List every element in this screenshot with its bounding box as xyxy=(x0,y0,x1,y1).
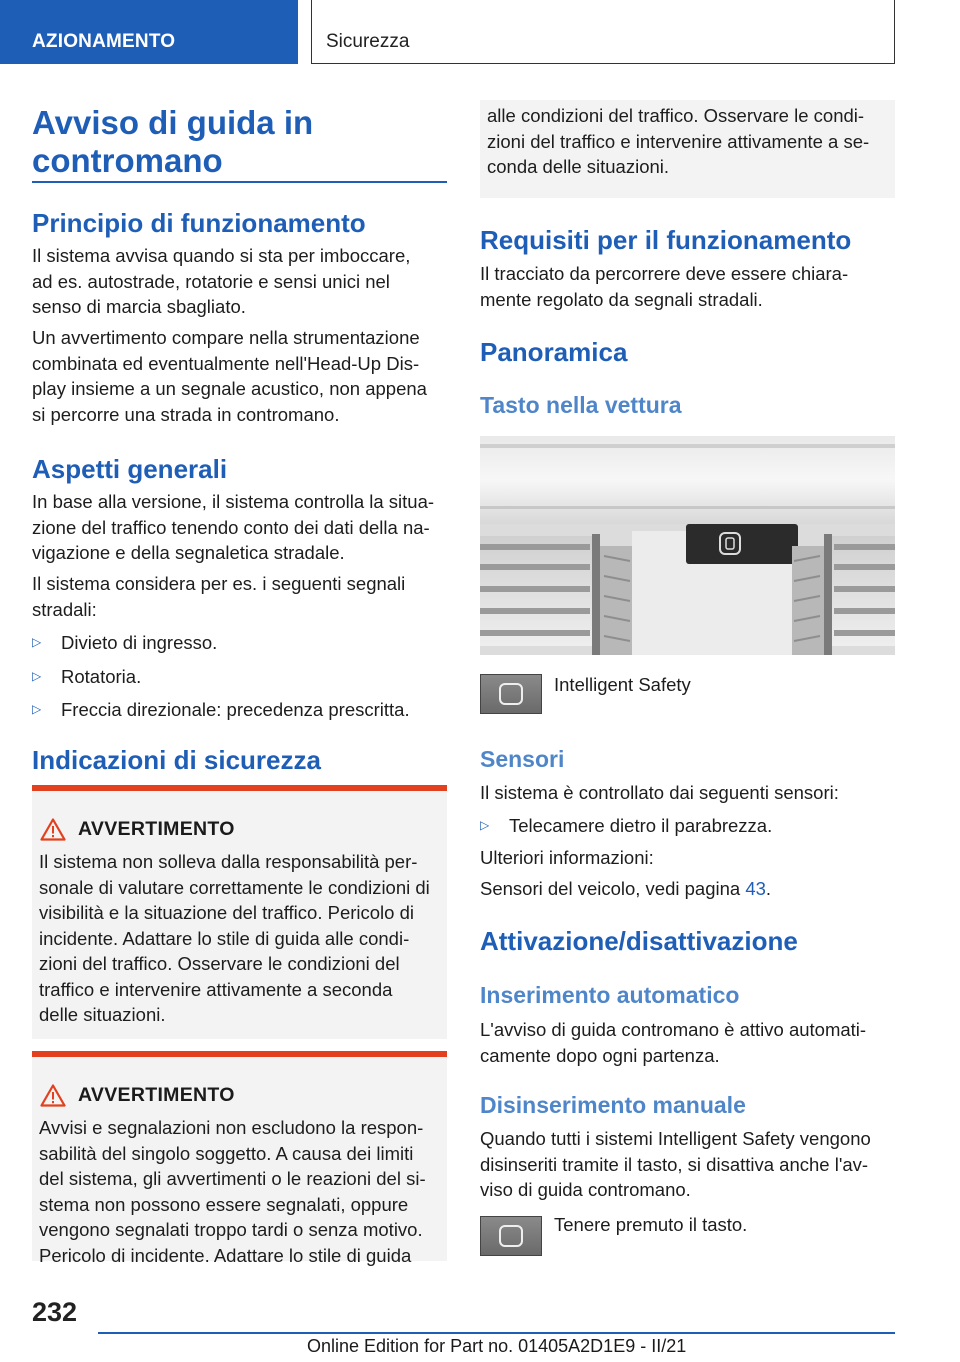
heading-tasto: Tasto nella vettura xyxy=(480,392,682,418)
press-button-icon xyxy=(480,1216,542,1256)
text-line: ad es. autostrade, rotatorie e sensi unici nel xyxy=(32,270,390,292)
text-line: mente regolato da segnali stradali. xyxy=(480,288,763,310)
text-line: sabilità del singolo soggetto. A causa dei limiti xyxy=(39,1142,414,1164)
section-tab xyxy=(0,0,298,64)
text-line: Un avvertimento compare nella strumentazione xyxy=(32,327,420,348)
triangle-bullet-icon: ▷ xyxy=(480,818,490,832)
text-line: zioni del traffico. Osservare le condizioni del xyxy=(39,953,400,974)
text-line: stema non possono essere segnalati, oppure xyxy=(39,1193,409,1215)
triangle-bullet-icon: ▷ xyxy=(32,635,42,649)
triangle-bullet-icon: ▷ xyxy=(32,702,42,716)
paragraph-sensori: Il sistema è controllato dai seguenti sensori: xyxy=(480,782,839,803)
section-title: AZIONAMENTO xyxy=(32,31,176,52)
intelligent-safety-button-icon xyxy=(480,674,542,714)
text-line: delle situazioni. xyxy=(39,1004,166,1025)
heading-inserimento: Inserimento automatico xyxy=(480,982,740,1008)
text-line: senso di marcia sbagliato. xyxy=(32,296,246,317)
car-safety-icon xyxy=(499,683,523,705)
warning-box-2 xyxy=(32,1051,447,1266)
heading-sicurezza: Indicazioni di sicurezza xyxy=(32,745,321,775)
heading-attivazione: Attivazione/disattivazione xyxy=(480,926,798,956)
button-label: Intelligent Safety xyxy=(554,674,691,695)
warning-continuation xyxy=(480,100,895,198)
chapter-tab xyxy=(311,0,895,64)
dashboard-photo xyxy=(480,436,895,655)
page-title-line1: Avviso di guida in xyxy=(32,104,314,141)
text-line: incidente. Adattare lo stile di guida alle condi- xyxy=(39,927,410,949)
text-line: play insieme a un segnale acustico, non appena xyxy=(32,378,427,399)
paragraph-principio-1 xyxy=(32,243,447,320)
paragraph-requisiti xyxy=(480,261,895,312)
list-item-text: Divieto di ingresso. xyxy=(61,632,218,653)
heading-sensori: Sensori xyxy=(480,746,565,772)
reference-end: . xyxy=(765,878,772,899)
text-line: camente dopo ogni partenza. xyxy=(480,1044,720,1066)
warning-triangle-icon xyxy=(40,818,66,841)
text-line: L'avviso di guida contromano è attivo automati- xyxy=(480,1019,867,1040)
heading-disinserimento: Disinserimento manuale xyxy=(480,1092,746,1118)
warning-text xyxy=(39,849,444,1028)
text-line: visibilità e la situazione del traffico. Pericolo di xyxy=(39,902,414,923)
page-title-line2: contromano xyxy=(32,142,223,179)
text-line: sonale di valutare correttamente le condizioni di xyxy=(39,876,430,898)
text-line: Pericolo di incidente. Adattare lo stile di guida xyxy=(39,1244,412,1266)
paragraph-aspetti-2 xyxy=(32,571,447,622)
paragraph-ulteriori: Ulteriori informazioni: xyxy=(480,847,654,868)
text-line: conda delle situazioni. xyxy=(487,156,670,177)
triangle-bullet-icon: ▷ xyxy=(32,669,42,683)
text-line: del sistema, gli avvertimenti o le reazioni del si- xyxy=(39,1168,426,1189)
paragraph-reference xyxy=(480,876,771,902)
text-line: Il sistema considera per es. i seguenti segnali xyxy=(32,573,406,594)
text-line: Il sistema avvisa quando si sta per imboccare, xyxy=(32,245,411,266)
paragraph-inserimento xyxy=(480,1017,895,1068)
text-line: Il tracciato da percorrere deve essere chiara- xyxy=(480,263,849,284)
warning-text xyxy=(487,103,892,180)
warning-title: AVVERTIMENTO xyxy=(78,1084,235,1106)
chapter-title: Sicurezza xyxy=(326,31,410,52)
text-line: zioni del traffico e intervenire attivamente a se- xyxy=(487,130,870,152)
text-line: vengono segnalati troppo tardi o senza motivo. xyxy=(39,1219,423,1240)
list-item-text: Rotatoria. xyxy=(61,666,142,687)
text-line: zione del traffico tenendo conto dei dati della na- xyxy=(32,516,430,538)
warning-title: AVVERTIMENTO xyxy=(78,818,235,840)
text-line: Il sistema non solleva dalla responsabilità per- xyxy=(39,851,418,872)
text-line: disinseriti tramite il tasto, si disattiva anche l'av- xyxy=(480,1153,869,1175)
warning-text xyxy=(39,1115,444,1268)
text-line: combinata ed eventualmente nell'Head-Up Dis- xyxy=(32,352,420,374)
heading-requisiti: Requisiti per il funzionamento xyxy=(480,225,852,255)
text-line: Quando tutti i sistemi Intelligent Safety vengono xyxy=(480,1128,871,1149)
footer-edition: Online Edition for Part no. 01405A2D1E9 - II/21 xyxy=(307,1336,687,1356)
text-line: si percorre una strada in contromano. xyxy=(32,403,340,425)
title-rule xyxy=(32,181,447,183)
paragraph-aspetti-1 xyxy=(32,489,447,566)
reference-text: Sensori del veicolo, vedi pagina xyxy=(480,878,746,899)
text-line: Avvisi e segnalazioni non escludono la respon- xyxy=(39,1117,424,1138)
text-line: alle condizioni del traffico. Osservare le condi- xyxy=(487,105,865,126)
heading-aspetti: Aspetti generali xyxy=(32,454,228,484)
page-number: 232 xyxy=(32,1297,78,1327)
page-link[interactable]: 43 xyxy=(745,878,766,899)
text-line: traffico e intervenire attivamente a seconda xyxy=(39,978,393,1000)
text-line: stradali: xyxy=(32,598,97,620)
paragraph-disinserimento xyxy=(480,1126,895,1203)
car-safety-icon xyxy=(499,1225,523,1247)
heading-principio: Principio di funzionamento xyxy=(32,208,366,238)
text-line: vigazione e della segnaletica stradale. xyxy=(32,542,345,563)
list-item-text: Freccia direzionale: precedenza prescritta. xyxy=(61,699,410,720)
paragraph-principio-2 xyxy=(32,325,447,427)
list-item-text: Telecamere dietro il parabrezza. xyxy=(509,815,773,836)
text-line: viso di guida contromano. xyxy=(480,1179,691,1200)
dashboard-vents-image xyxy=(480,436,895,655)
footer-rule xyxy=(98,1332,895,1334)
heading-panoramica: Panoramica xyxy=(480,337,628,367)
warning-triangle-icon xyxy=(40,1084,66,1107)
text-line: In base alla versione, il sistema controlla la situa- xyxy=(32,491,435,512)
press-label: Tenere premuto il tasto. xyxy=(554,1214,748,1235)
warning-box-1 xyxy=(32,785,447,1039)
page-title xyxy=(32,104,313,180)
